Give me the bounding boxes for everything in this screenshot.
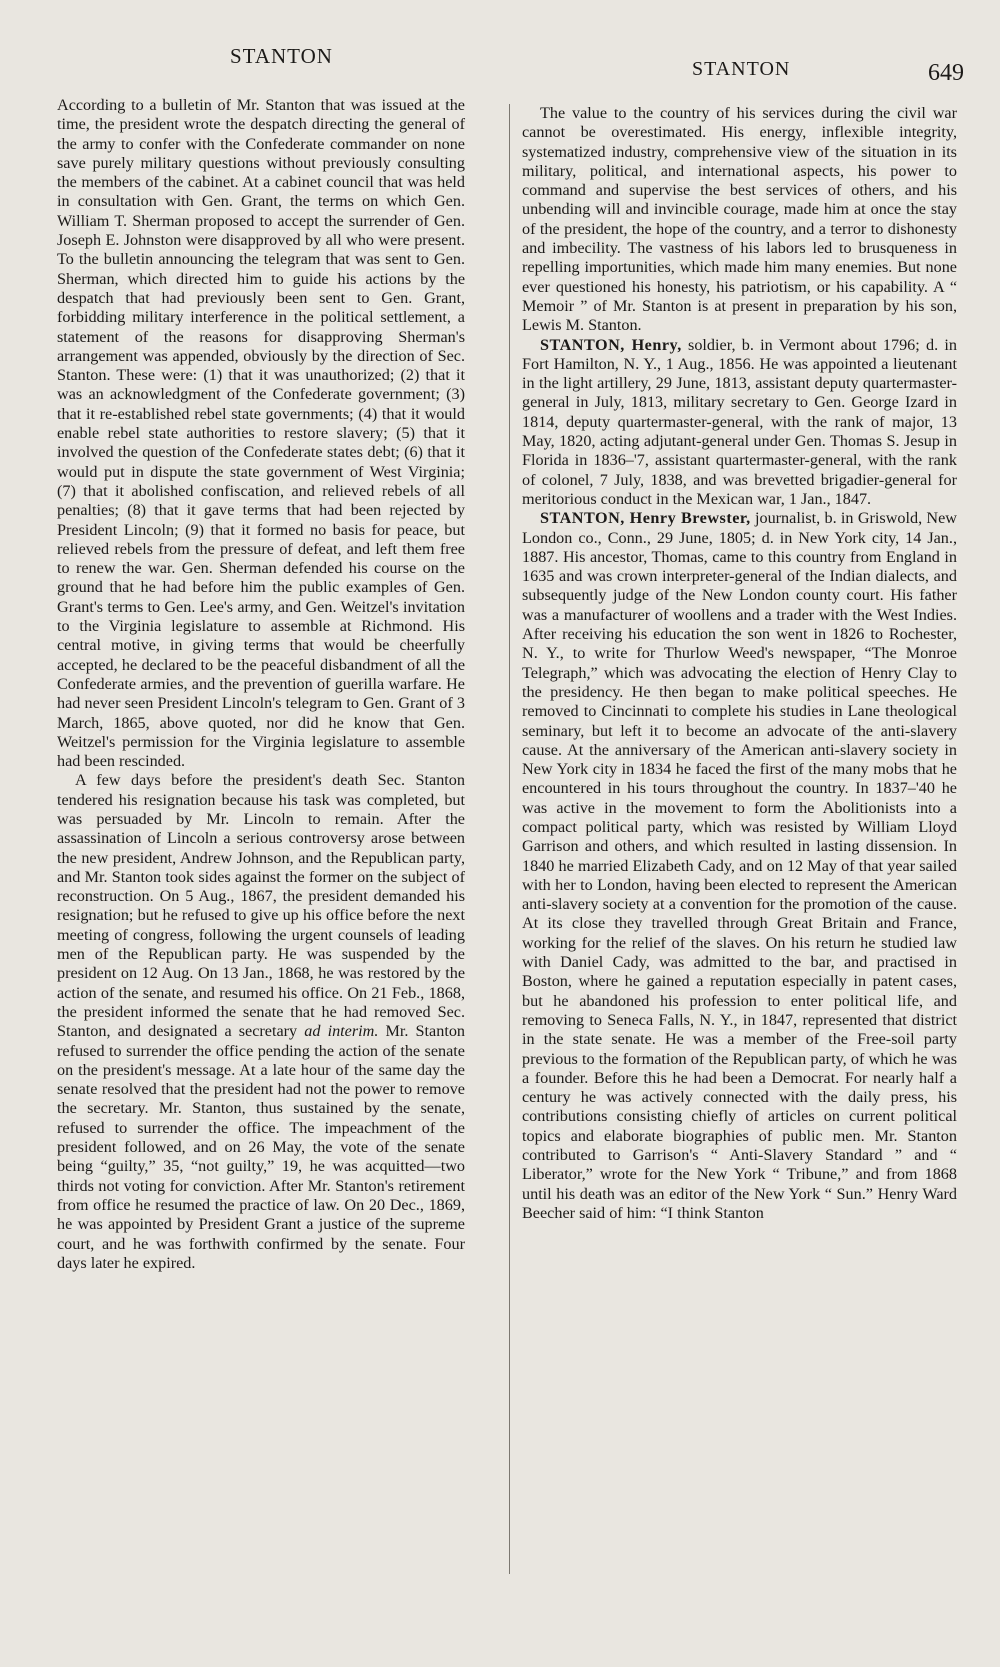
running-head-left: STANTON	[230, 44, 333, 68]
running-head-right: STANTON	[692, 58, 791, 80]
entry-body: journalist, b. in Griswold, New London co., Conn., 29 June, 1805; d. in New York city, 14 Jan., 1887. His ancestor, Thomas, came to this country from England in 1635 and was crown interpreter-general of the Indian dialects, and subsequently judge of the New London county court. His father was a manufacturer of woollens and a trader with the West Indies. After receiving his education the son went in 1826 to Rochester, N. Y., to write for Thurlow Weed's newspaper, “The Monroe Telegraph,” which was advocating the election of Henry Clay to the presidency. He then began to make political speeches. He removed to Cincinnati to complete his studies in Lane theological seminary, but left it to become an advocate of the anti-slavery cause. At the anniversary of the American anti-slavery society in New York city in 1834 he faced the first of the many mobs that he encountered in his tours throughout the country. In 1837–'40 he was active in the movement to form the Abolitionists into a compact political party, which was resisted by William Lloyd Garrison and others, and which resulted in lasting dissension. In 1840 he married Elizabeth Cady, and on 12 May of that year sailed with her to London, having been elected to represent the American anti-slavery society at a convention for the promotion of the cause. At its close they travelled through Great Britain and France, working for the relief of the slaves. On his return he studied law with Daniel Cady, was admitted to the bar, and practised in Boston, where he gained a reputation especially in patent cases, but he abandoned his profession to enter political life, and removing to Seneca Falls, N. Y., in 1847, represented that district in the state senate. He was a member of the Free-soil party previous to the formation of the Republican party, of which he was a founder. Before this he had been a Democrat. For nearly half a century he was actively connected with the daily press, his contributions consisting chiefly of articles on current political topics and elaborate biographies of public men. Mr. Stanton contributed to Garrison's “ Anti-Slavery Standard ” and “ Liberator,” wrote for the New York “ Tribune,” and from 1868 until his death was an editor of the New York “ Sun.” Henry Ward Beecher said of him: “I think Stanton	[522, 509, 957, 1222]
page-number: 649	[928, 60, 964, 86]
paragraph-text: the office pending the action of the senate on the president's message. At a late hour of the same day the senate resolved that the president had not the power to remove the secretary. Mr. Stanton, thus sustained by the senate, refused to surrender the office. The impeachment of the president followed, and on 26 May, the vote of the senate being “guilty,” 35, “not guilty,” 19, he was acquitted—two thirds not voting for conviction. After Mr. Stanton's retirement from office he resumed the practice of law. On 20 Dec., 1869, he was appointed by President Grant a justice of the supreme court, and he was forthwith confirmed by the senate. Four days later he expired.	[57, 1041, 465, 1272]
entry-given-name: Henry,	[624, 335, 682, 354]
entry-headword: STANTON,	[540, 335, 625, 354]
paragraph-text: Mr. Stanton refused to surrender	[57, 1022, 466, 1060]
entry-given-name: Henry Brewster,	[624, 509, 751, 528]
italic-phrase: ad interim.	[304, 1022, 379, 1041]
paragraph	[57, 771, 465, 1273]
right-column	[522, 104, 957, 1223]
paragraph: The value to the country of his services during the civil war cannot be overestimated. His energy, inflexible integrity, systematized industry, comprehensive view of the situation in its military, political, and international aspects, his power to command and supervise the best services of others, and his unbending will and invincible courage, made him at once the stay of the president, the hope of the country, and a terror to dishonesty and imbecility. The vastness of his labors led to brusqueness in repelling importunities, which made him many enemies. But none ever questioned his honesty, his patriotism, or his capability. A “ Memoir ” of Mr. Stanton is at present in preparation by his son, Lewis M. Stanton.	[522, 104, 957, 335]
entry-henry-stanton	[522, 336, 957, 510]
left-column	[57, 96, 465, 1273]
entry-headword: STANTON,	[540, 509, 625, 528]
entry-henry-brewster-stanton	[522, 509, 957, 1223]
paragraph: According to a bulletin of Mr. Stanton that was issued at the time, the president wrote the despatch directing the general of the army to confer with the Confederate commander on none save purely military questions without previously consulting the members of the cabinet. At a cabinet council that was held in consultation with Gen. Grant, the terms on which Gen. William T. Sherman proposed to accept the surrender of Gen. Joseph E. Johnston were disapproved by all who were present. To the bulletin announcing the telegram that was sent to Gen. Sherman, which directed him to guide his actions by the despatch that had previously been sent to Gen. Grant, forbidding military interference in the political settlement, a statement of the reasons for disapproving Sherman's arrangement was appended, obviously by the direction of Sec. Stanton. These were: (1) that it was unauthorized; (2) that it was an acknowledgment of the Confederate government; (3) that it re-established rebel state governments; (4) that it would enable rebel state authorities to restore slavery; (5) that it involved the question of the Confederate states debt; (6) that it would put in dispute the state government of West Virginia; (7) that it abolished confiscation, and relieved rebels of all penalties; (8) that it gave terms that had been rejected by President Lincoln; (9) that it formed no basis for peace, but relieved rebels from the pressure of defeat, and left them free to renew the war. Gen. Sherman defended his course on the ground that he had before him the public examples of Gen. Grant's terms to Gen. Lee's army, and Gen. Weitzel's invitation to the Virginia legislature to assemble at Richmond. His central motive, in giving terms that would be cheerfully accepted, he declared to be the peaceful disbandment of all the Confederate armies, and the prevention of guerilla warfare. He had never seen President Lincoln's telegram to Gen. Grant of 3 March, 1865, above quoted, nor did he know that Gen. Weitzel's permission for the Virginia legislature to assemble had been rescinded.	[57, 96, 465, 771]
entry-body: soldier, b. in Vermont about 1796; d. in Fort Hamilton, N. Y., 1 Aug., 1856. He was appointed a lieutenant in the light artillery, 29 June, 1813, assistant deputy quartermaster-general in July, 1813, military secretary to Gen. George Izard in 1814, deputy quartermaster-general, with the rank of major, 13 May, 1820, acting adjutant-general under Gen. Thomas S. Jesup in Florida in 1836–'7, assistant quartermaster-general, with the rank of colonel, 7 July, 1838, and was brevetted brigadier-general for meritorious conduct in the Mexican war, 1 Jan., 1847.	[522, 335, 957, 508]
column-divider	[509, 104, 510, 1574]
paragraph-text: A few days before the president's death Sec. Stanton tendered his resignation because his task was completed, but was persuaded by Mr. Lincoln to remain. After the assassination of Lincoln a serious controversy arose between the new president, Andrew Johnson, and the Republican party, and Mr. Stanton took sides against the former on the subject of reconstruction. On 5 Aug., 1867, the president demanded his resignation; but he refused to give up his office before the next meeting of congress, following the urgent counsels of leading men of the Republican party. He was suspended by the president on 12 Aug. On 13 Jan., 1868, he was restored by the action of the senate, and resumed his office. On 21 Feb., 1868, the president informed the senate that he had removed Sec. Stanton, and designated a secretary	[57, 771, 465, 1041]
